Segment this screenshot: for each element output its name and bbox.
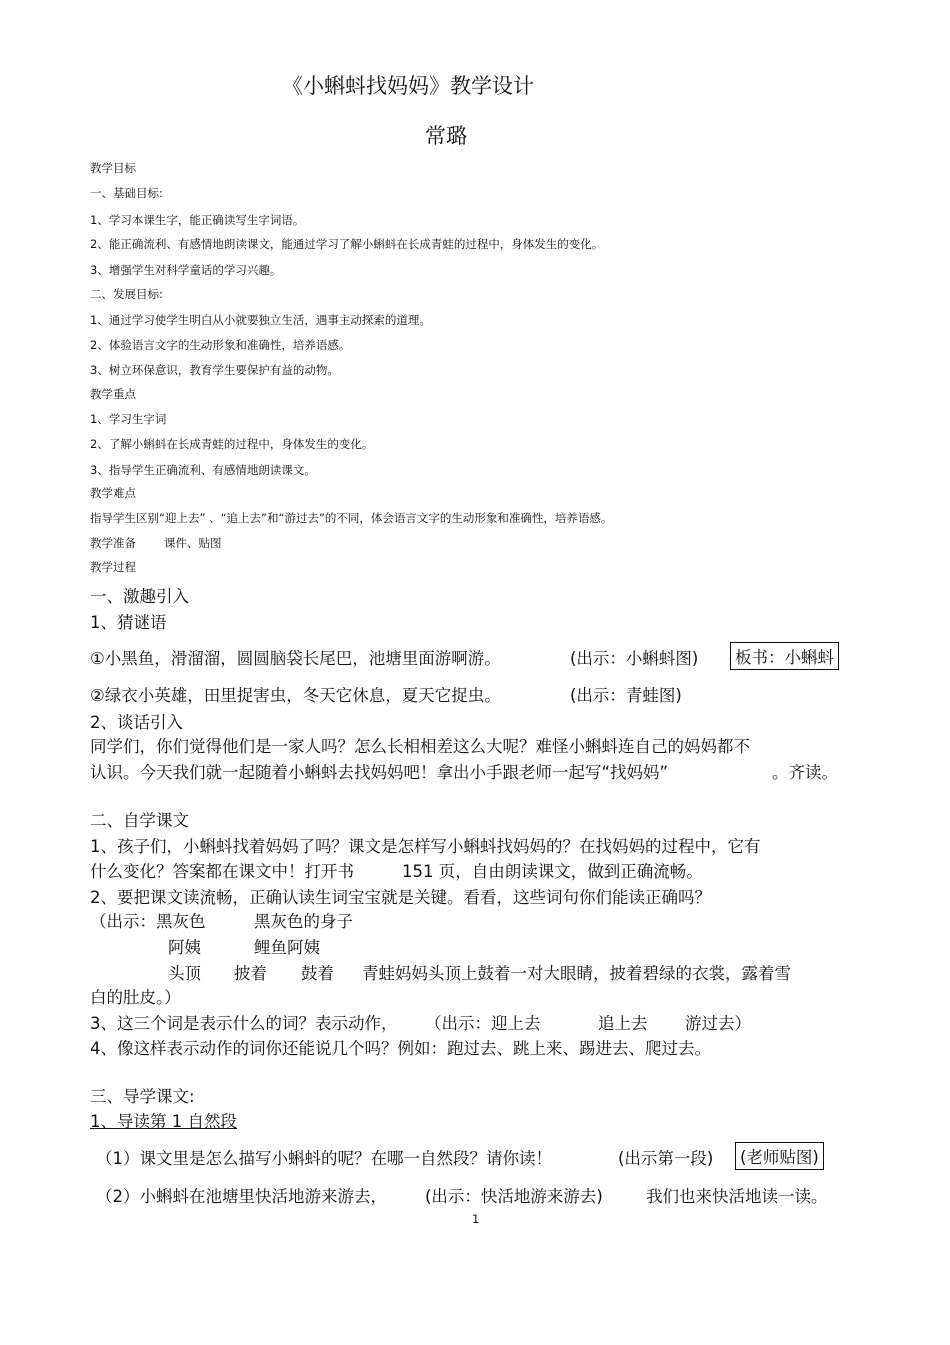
basic-goals-heading: 一、基础目标: — [90, 186, 163, 200]
page-number: 1 — [472, 1212, 480, 1226]
document-author: 常璐 — [425, 124, 467, 148]
key-point-item: 2、了解小蝌蚪在长成青蛙的过程中，身体发生的变化。 — [90, 437, 374, 451]
develop-goal-item: 3、树立环保意识，教育学生要保护有益的动物。 — [90, 363, 339, 377]
section-2-2: 2、要把课文读流畅，正确认读生词宝宝就是关键。看看，这些词句你们能读正确吗？ — [90, 888, 711, 907]
develop-goals-heading: 二、发展目标: — [90, 287, 163, 301]
talk-line-2b: 。齐读。 — [772, 763, 838, 782]
section-1-1: 1、猜谜语 — [90, 613, 167, 632]
section-2-4: 4、像这样表示动作的词你还能说几个吗？例如：跑过去、跳上来、踢进去、爬过去。 — [90, 1039, 711, 1058]
section-3-q2a: （2）小蝌蚪在池塘里快活地游来游去， — [96, 1187, 387, 1206]
basic-goal-item: 2、能正确流利、有感情地朗读课文，能通过学习了解小蝌蚪在长成青蛙的过程中，身体发生的变化。 — [90, 237, 604, 251]
section-3-heading: 三、导学课文: — [90, 1087, 195, 1106]
section-2-3b: （出示：迎上去 — [425, 1014, 541, 1033]
section-2-3a: 3、这三个词是表示什么的词？表示动作， — [90, 1014, 398, 1033]
key-point-item: 1、学习生字词 — [90, 412, 167, 426]
show-word-e1: 头顶 — [168, 964, 201, 983]
section-2-1-line-2b: 151 页，自由朗读课文，做到正确流畅。 — [402, 862, 703, 881]
show-word-c: 阿姨 — [168, 938, 201, 957]
section-1-2: 2、谈话引入 — [90, 713, 183, 732]
section-3-q2b: (出示：快活地游来游去) — [425, 1187, 603, 1206]
key-point-item: 3、指导学生正确流利、有感情地朗读课文。 — [90, 463, 316, 477]
riddle-1-show: (出示：小蝌蚪图) — [570, 649, 699, 668]
riddle-2: ②绿衣小英雄，田里捉害虫，冬天它休息，夏天它捉虫。 — [90, 686, 501, 705]
prep-text: 课件、贴图 — [164, 536, 222, 550]
section-2-1-line-2a: 什么变化？答案都在课文中！打开书 — [90, 862, 354, 881]
goals-heading: 教学目标 — [90, 161, 136, 175]
section-3-q1b: (出示第一段) — [618, 1149, 714, 1168]
section-3-q1a: （1）课文里是怎么描写小蝌蚪的呢？在哪一自然段？请你读！ — [96, 1149, 552, 1168]
riddle-1: ①小黑鱼，滑溜溜，圆圆脑袋长尾巴，池塘里面游啊游。 — [90, 649, 501, 668]
section-1-heading: 一、激趣引入 — [90, 587, 189, 606]
show-word-e3: 鼓着 — [301, 964, 334, 983]
section-2-1-line-1: 1、孩子们，小蝌蚪找着妈妈了吗？课文是怎样写小蝌蚪找妈妈的？在找妈妈的过程中，它有 — [90, 837, 761, 856]
talk-line-1: 同学们，你们觉得他们是一家人吗？怎么长相相差这么大呢？难怪小蝌蚪连自己的妈妈都不 — [90, 737, 750, 756]
section-3-q2c: 我们也来快活地读一读。 — [646, 1187, 828, 1206]
section-2-3d: 游过去） — [685, 1014, 751, 1033]
show-word-a: （出示：黑灰色 — [90, 912, 206, 931]
develop-goal-item: 1、通过学习使学生明白从小就要独立生活，遇事主动探索的道理。 — [90, 313, 431, 327]
difficulty-text: 指导学生区别“迎上去” 、“追上去”和“游过去”的不同，体会语言文字的生动形象和准确性，培养语感。 — [90, 511, 613, 525]
develop-goal-item: 2、体验语言文字的生动形象和准确性，培养语感。 — [90, 338, 351, 352]
difficulty-heading: 教学难点 — [90, 486, 136, 500]
riddle-1-board: 板书：小蝌蚪 — [730, 642, 839, 670]
section-2-3c: 追上去 — [598, 1014, 648, 1033]
section-3-1: 1、导读第 1 自然段 — [90, 1112, 237, 1131]
key-points-heading: 教学重点 — [90, 387, 136, 401]
basic-goal-item: 1、学习本课生字，能正确读写生字词语。 — [90, 213, 305, 227]
talk-line-2a: 认识。今天我们就一起随着小蝌蚪去找妈妈吧！拿出小手跟老师一起写“找妈妈” — [90, 763, 669, 782]
show-sentence-end: 白的肚皮。） — [90, 988, 181, 1007]
riddle-2-show: (出示：青蛙图) — [570, 686, 682, 705]
section-2-heading: 二、自学课文 — [90, 811, 189, 830]
section-3-q1-board: (老师贴图) — [735, 1142, 824, 1170]
document-title: 《小蝌蚪找妈妈》教学设计 — [282, 74, 534, 98]
basic-goal-item: 3、增强学生对科学童话的学习兴趣。 — [90, 263, 282, 277]
show-word-d: 鲤鱼阿姨 — [254, 938, 320, 957]
process-heading: 教学过程 — [90, 560, 136, 574]
show-word-b: 黑灰色的身子 — [254, 912, 353, 931]
show-word-e2: 披着 — [234, 964, 267, 983]
show-sentence: 青蛙妈妈头顶上鼓着一对大眼睛，披着碧绿的衣裳，露着雪 — [362, 964, 791, 983]
prep-heading: 教学准备 — [90, 536, 136, 550]
